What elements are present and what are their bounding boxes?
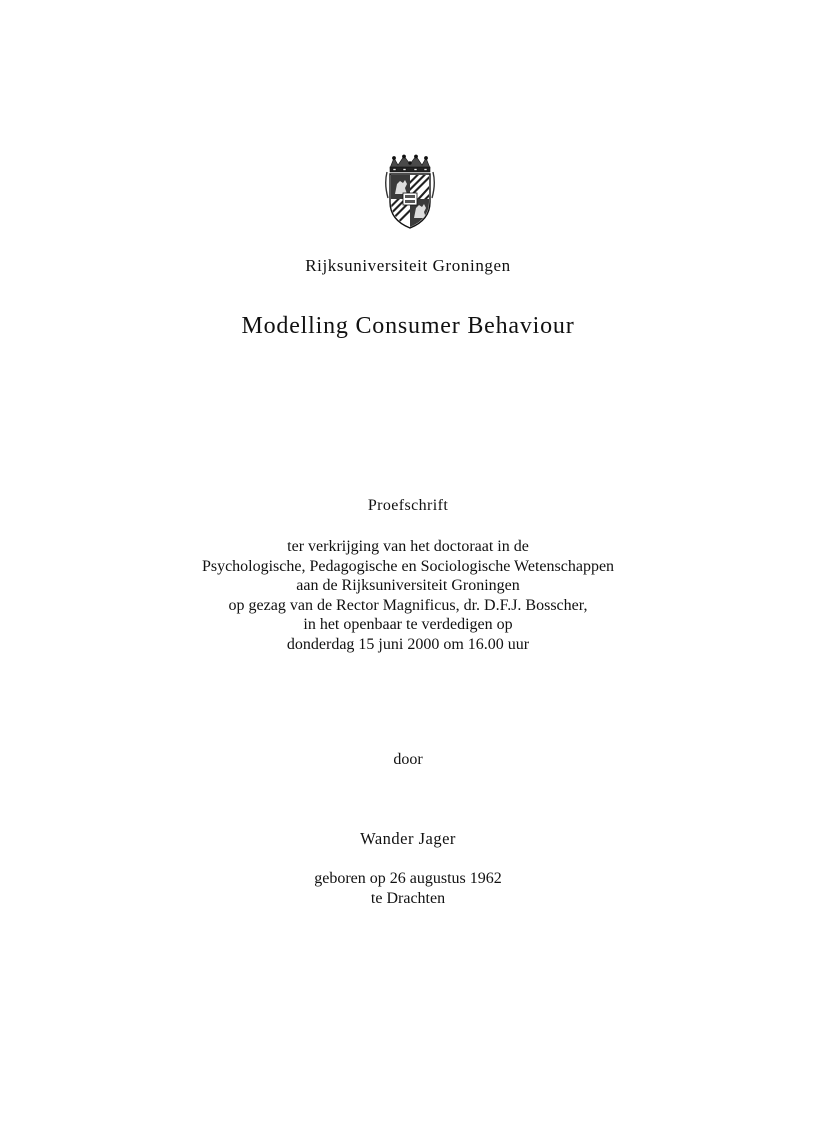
purpose-line: in het openbaar te verdedigen op (303, 616, 513, 634)
purpose-line: ter verkrijging van het doctoraat in de (287, 538, 529, 555)
crown-icon (390, 155, 430, 172)
purpose-line: op gezag van de Rector Magnificus, dr. D.F.J. Bosscher, (228, 596, 588, 614)
purpose-line: donderdag 15 juni 2000 om 16.00 uur (286, 635, 530, 653)
thesis-title: Modelling Consumer Behaviour (241, 313, 575, 339)
purpose-line: aan de Rijksuniversiteit Groningen (296, 577, 520, 595)
by-label: door (393, 751, 423, 768)
birth-line: geboren op 26 augustus 1962 (314, 870, 502, 887)
birth-details (0, 869, 816, 908)
purpose-line: Psychologische, Pedagogische en Sociologische Wetenschappen (201, 557, 615, 575)
university-name: Rijksuniversiteit Groningen (305, 256, 511, 275)
degree-purpose-statement (0, 537, 816, 655)
document-type: Proefschrift (367, 497, 449, 514)
university-coat-of-arms-icon (384, 154, 436, 230)
author-name: Wander Jager (360, 829, 456, 848)
birth-line: te Drachten (370, 889, 446, 907)
